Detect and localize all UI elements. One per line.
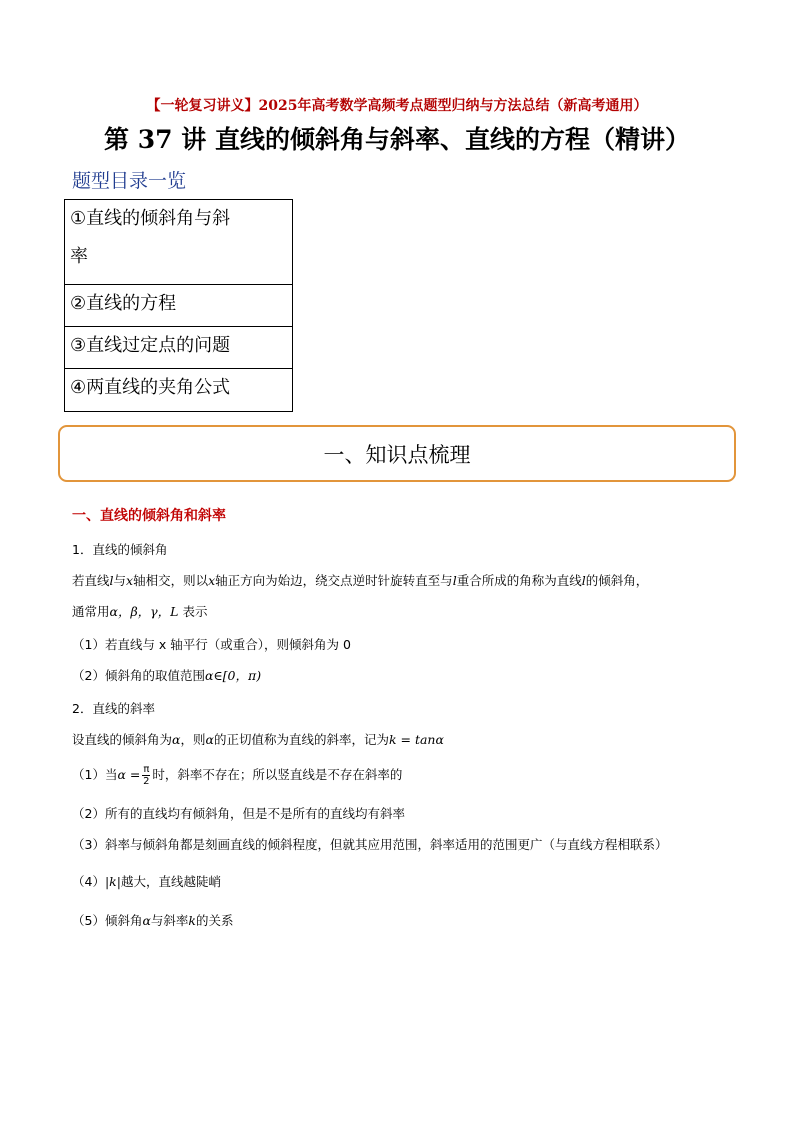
slope-formula: k = tanα (388, 732, 444, 747)
text: 时，斜率不存在；所以竖直线是不存在斜率的 (152, 767, 403, 782)
toc-heading: 题型目录一览 (72, 170, 187, 192)
p1-title: 1．直线的倾斜角 (72, 542, 168, 557)
p2-definition (72, 731, 444, 749)
var-l: l (581, 573, 586, 588)
sub-heading: 一、直线的倾斜角和斜率 (72, 508, 226, 524)
text: （4） (72, 874, 105, 889)
range-formula: α∈[0，π) (204, 668, 262, 683)
text: ，则 (180, 732, 206, 747)
p2-item-4 (72, 873, 221, 891)
var-l: l (109, 573, 114, 588)
text: （1）当 (72, 767, 118, 782)
var-alpha: α (205, 732, 214, 747)
section-title: 一、知识点梳理 (323, 442, 471, 467)
p2-item-3: （3）斜率与倾斜角都是刻画直线的倾斜程度，但就其应用范围，斜率适用的范围更广（与直线方程相联系） (72, 837, 668, 852)
series-header: 【一轮复习讲义】2025年高考数学高频考点题型归纳与方法总结（新高考通用） (146, 98, 648, 114)
text: 轴相交，则以 (133, 573, 209, 588)
toc-item-2-label: ②直线的方程 (70, 293, 177, 314)
fraction-numerator: π (143, 764, 150, 775)
var-x: x (126, 573, 134, 588)
p1-notation (72, 603, 207, 621)
text: 的正切值称为直线的斜率，记为 (213, 732, 389, 747)
toc-item-3-label: ③直线过定点的问题 (70, 335, 231, 356)
text: 设直线的倾斜角为 (72, 732, 173, 747)
var-alpha: α (142, 913, 151, 928)
toc-item-3[interactable] (65, 327, 292, 369)
text: 轴正方向为始边，绕交点逆时针旋转直至与 (215, 573, 453, 588)
p2-item-1 (72, 764, 402, 787)
p1-item-1: （1）若直线与 x 轴平行（或重合），则倾斜角为 0 (72, 637, 351, 652)
p2-item-5 (72, 912, 234, 930)
p2-title: 2．直线的斜率 (72, 701, 155, 716)
var-x: x (208, 573, 216, 588)
page-title: 第 37 讲 直线的倾斜角与斜率、直线的方程（精讲） (104, 125, 690, 154)
p2-item-2: （2）所有的直线均有倾斜角，但是不是所有的直线均有斜率 (72, 806, 405, 821)
text: 与斜率 (150, 913, 189, 928)
text: （5）倾斜角 (72, 913, 143, 928)
toc-item-4[interactable] (65, 369, 292, 411)
var-alpha: α (172, 732, 181, 747)
var-k: k (188, 913, 196, 928)
text: （2）倾斜角的取值范围 (72, 668, 205, 683)
toc-item-1-line2: 率 (70, 246, 88, 267)
fraction-pi-over-2 (142, 764, 150, 787)
greek-letters: α，β，γ，L (109, 604, 179, 619)
toc-item-2[interactable] (65, 285, 292, 327)
text: 通常用 (72, 604, 110, 619)
text: 越大，直线越陡峭 (120, 874, 221, 889)
text: 的关系 (196, 913, 234, 928)
var-alpha: α = (117, 767, 141, 782)
abs-k: |k| (104, 874, 121, 889)
p1-definition (72, 572, 648, 590)
text: 若直线 (72, 573, 110, 588)
var-l: l (452, 573, 457, 588)
toc-item-1[interactable] (65, 200, 292, 285)
toc-item-1-line1: ①直线的倾斜角与斜 (70, 208, 231, 229)
toc-item-4-label: ④两直线的夹角公式 (70, 377, 231, 398)
text: 与 (113, 573, 127, 588)
text: 重合所成的角称为直线 (456, 573, 582, 588)
fraction-denominator: 2 (143, 776, 150, 787)
text: 的倾斜角， (585, 573, 649, 588)
toc-table (64, 199, 293, 412)
section-banner (58, 425, 736, 482)
text: 表示 (178, 604, 208, 619)
p1-item-2 (72, 667, 261, 685)
